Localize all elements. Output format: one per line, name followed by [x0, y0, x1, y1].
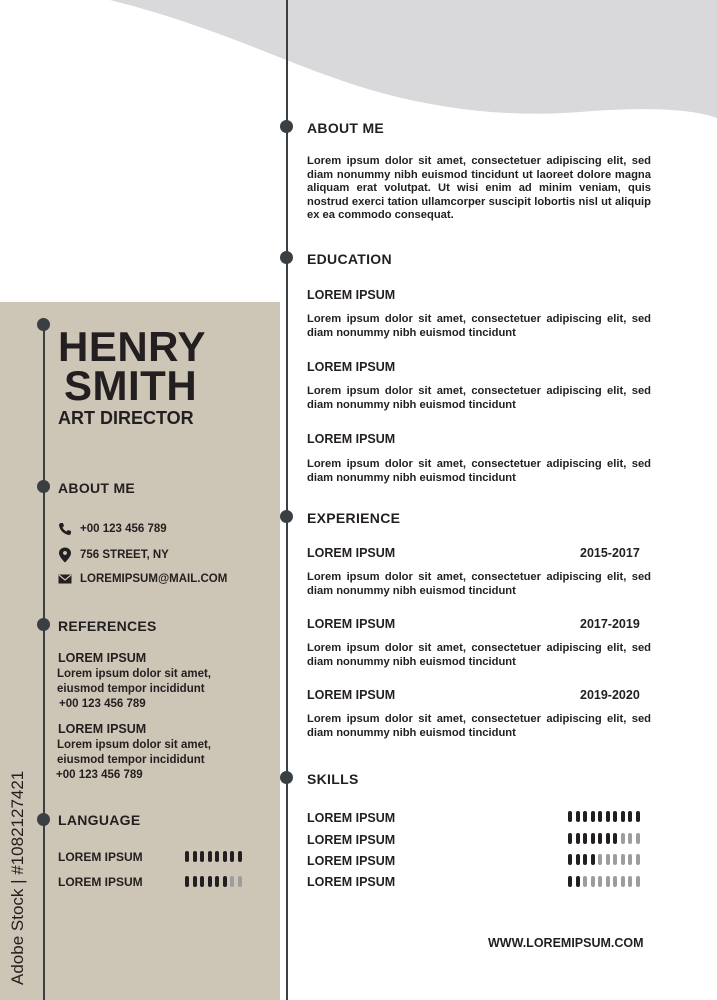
level-bar-filled [193, 851, 197, 862]
experience-item-name: LOREM IPSUM [307, 688, 396, 702]
language-name: LOREM IPSUM [58, 850, 143, 864]
job-title: ART DIRECTOR [58, 408, 194, 428]
language-name: LOREM IPSUM [58, 875, 143, 889]
reference-text: Lorem ipsum dolor sit amet, eiusmod tempor incididunt [57, 668, 211, 695]
education-title: EDUCATION [307, 251, 392, 267]
skill-name: LOREM IPSUM [307, 854, 396, 868]
level-bar-empty [598, 876, 602, 887]
skills-title: SKILLS [307, 771, 359, 787]
education-item-text: Lorem ipsum dolor sit amet, consectetuer adipiscing elit, sed diam nonummy nibh euismod tincidunt [307, 385, 651, 411]
level-bar-filled [576, 876, 580, 887]
experience-item-years: 2015-2017 [580, 546, 640, 560]
left-timeline-line [43, 324, 45, 1000]
contact-email [58, 573, 227, 585]
contact-phone-text: +00 123 456 789 [80, 523, 167, 535]
experience-item-name: LOREM IPSUM [307, 546, 396, 560]
level-bar-filled [223, 876, 227, 887]
references-title: REFERENCES [58, 618, 157, 634]
level-bar-empty [628, 833, 632, 844]
level-bar-filled [583, 833, 587, 844]
education-item-name: LOREM IPSUM [307, 432, 396, 446]
level-bar-filled [223, 851, 227, 862]
level-bar-filled [636, 811, 640, 822]
level-bar-empty [606, 876, 610, 887]
level-bar-filled [208, 851, 212, 862]
level-bar-filled [200, 851, 204, 862]
level-bar-filled [576, 811, 580, 822]
skill-level-bars [568, 876, 640, 887]
timeline-dot [280, 771, 293, 784]
reference-phone: +00 123 456 789 [59, 698, 146, 710]
level-bar-filled [215, 876, 219, 887]
timeline-dot [37, 618, 50, 631]
level-bar-filled [200, 876, 204, 887]
level-bar-filled [591, 854, 595, 865]
top-wave-shape [0, 0, 717, 130]
contact-address-text: 756 STREET, NY [80, 549, 169, 561]
level-bar-filled [576, 833, 580, 844]
education-item-text: Lorem ipsum dolor sit amet, consectetuer adipiscing elit, sed diam nonummy nibh euismod tincidunt [307, 458, 651, 484]
level-bar-filled [185, 851, 189, 862]
level-bar-filled [568, 854, 572, 865]
level-bar-filled [568, 876, 572, 887]
skill-name: LOREM IPSUM [307, 833, 396, 847]
level-bar-filled [628, 811, 632, 822]
level-bar-filled [568, 833, 572, 844]
level-bar-filled [208, 876, 212, 887]
level-bar-empty [238, 876, 242, 887]
reference-name: LOREM IPSUM [58, 722, 147, 736]
level-bar-filled [215, 851, 219, 862]
skill-level-bars [568, 833, 640, 844]
level-bar-filled [230, 851, 234, 862]
level-bar-empty [621, 833, 625, 844]
level-bar-filled [591, 811, 595, 822]
level-bar-empty [628, 854, 632, 865]
experience-item-text: Lorem ipsum dolor sit amet, consectetuer adipiscing elit, sed diam nonummy nibh euismod tincidunt [307, 642, 651, 668]
level-bar-empty [621, 854, 625, 865]
reference-phone: +00 123 456 789 [56, 769, 143, 781]
level-bar-filled [583, 811, 587, 822]
experience-item-text: Lorem ipsum dolor sit amet, consectetuer adipiscing elit, sed diam nonummy nibh euismod tincidunt [307, 571, 651, 597]
level-bar-filled [606, 811, 610, 822]
contact-email-text: LOREMIPSUM@MAIL.COM [80, 573, 228, 585]
level-bar-empty [628, 876, 632, 887]
contact-phone [58, 522, 167, 536]
right-timeline-line [286, 0, 288, 1000]
level-bar-filled [598, 811, 602, 822]
level-bar-filled [606, 833, 610, 844]
experience-item-name: LOREM IPSUM [307, 617, 396, 631]
level-bar-empty [613, 876, 617, 887]
education-item-text: Lorem ipsum dolor sit amet, consectetuer adipiscing elit, sed diam nonummy nibh euismod tincidunt [307, 313, 651, 339]
about-text: Lorem ipsum dolor sit amet, consectetuer adipiscing elit, sed diam nonummy nibh euismod tincidunt ut laoreet dolore magna aliquam erat volutpat. Ut wisi enim ad minim veniam, quis nostrud exerci tation ullamcorper suscipit lobortis nisl ut aliquip ex ea commodo consequat. [307, 155, 651, 221]
about-title: ABOUT ME [307, 120, 385, 136]
skill-name: LOREM IPSUM [307, 875, 396, 889]
level-bar-empty [583, 876, 587, 887]
education-item-name: LOREM IPSUM [307, 360, 396, 374]
level-bar-filled [598, 833, 602, 844]
level-bar-empty [606, 854, 610, 865]
skill-level-bars [568, 854, 640, 865]
skill-level-bars [568, 811, 640, 822]
level-bar-empty [598, 854, 602, 865]
contact-address [58, 547, 169, 563]
level-bar-empty [613, 854, 617, 865]
level-bar-filled [583, 854, 587, 865]
language-level-bars [185, 876, 242, 887]
first-name: HENRY [58, 323, 206, 370]
phone-icon [58, 522, 72, 536]
level-bar-empty [636, 854, 640, 865]
level-bar-filled [591, 833, 595, 844]
level-bar-filled [621, 811, 625, 822]
level-bar-filled [185, 876, 189, 887]
sidebar-about-title: ABOUT ME [58, 480, 136, 496]
level-bar-empty [636, 833, 640, 844]
stock-watermark: Adobe Stock | #1082127421 [8, 770, 27, 985]
experience-item-text: Lorem ipsum dolor sit amet, consectetuer adipiscing elit, sed diam nonummy nibh euismod tincidunt [307, 713, 651, 739]
envelope-icon [58, 574, 72, 584]
level-bar-empty [230, 876, 234, 887]
experience-item-years: 2017-2019 [580, 617, 640, 631]
level-bar-filled [613, 811, 617, 822]
level-bar-filled [193, 876, 197, 887]
last-name: SMITH [64, 362, 198, 409]
skill-name: LOREM IPSUM [307, 811, 396, 825]
education-item-name: LOREM IPSUM [307, 288, 396, 302]
timeline-dot [37, 318, 50, 331]
timeline-dot [280, 120, 293, 133]
reference-text: Lorem ipsum dolor sit amet, eiusmod tempor incididunt [57, 739, 211, 766]
level-bar-filled [613, 833, 617, 844]
language-title: LANGUAGE [58, 812, 141, 828]
timeline-dot [37, 480, 50, 493]
timeline-dot [280, 251, 293, 264]
timeline-dot [280, 510, 293, 523]
level-bar-empty [621, 876, 625, 887]
level-bar-filled [576, 854, 580, 865]
level-bar-empty [591, 876, 595, 887]
website-link[interactable]: WWW.LOREMIPSUM.COM [488, 936, 644, 950]
language-level-bars [185, 851, 242, 862]
level-bar-filled [238, 851, 242, 862]
reference-name: LOREM IPSUM [58, 651, 147, 665]
location-pin-icon [58, 547, 72, 563]
experience-title: EXPERIENCE [307, 510, 401, 526]
experience-item-years: 2019-2020 [580, 688, 640, 702]
level-bar-empty [636, 876, 640, 887]
timeline-dot [37, 813, 50, 826]
level-bar-filled [568, 811, 572, 822]
